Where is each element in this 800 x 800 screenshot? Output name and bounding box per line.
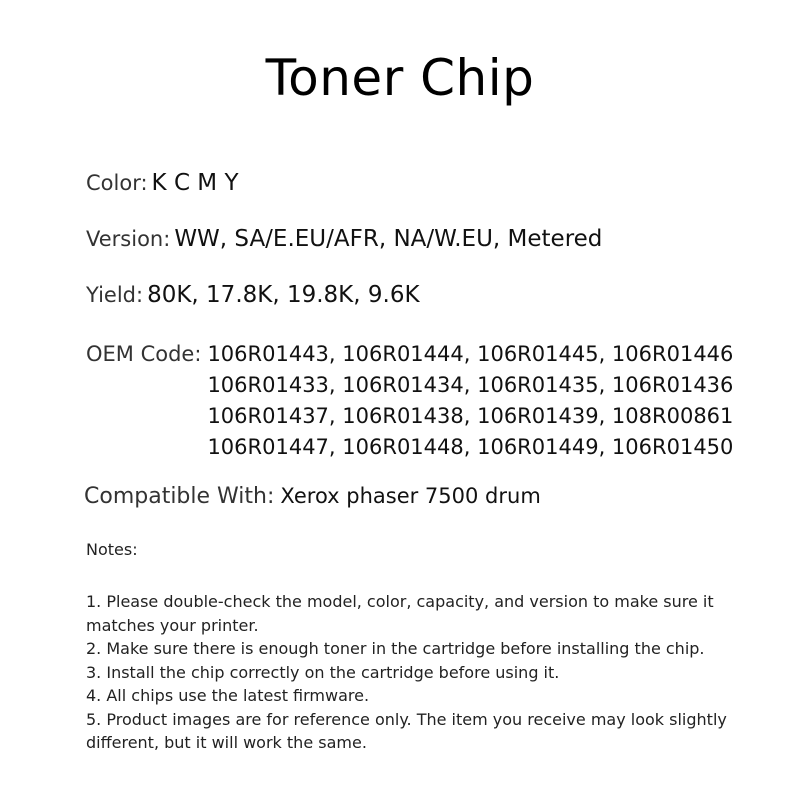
color-value: K C M Y bbox=[151, 170, 239, 196]
oem-code-line: 106R01437, 106R01438, 106R01439, 108R00861 bbox=[207, 404, 734, 428]
compatible-with-row bbox=[84, 484, 541, 509]
spec-row-yield bbox=[86, 282, 420, 308]
oem-code-label: OEM Code: bbox=[86, 342, 202, 366]
compatible-label: Compatible With: bbox=[84, 484, 275, 509]
compatible-value: Xerox phaser 7500 drum bbox=[280, 484, 541, 508]
version-value: WW, SA/E.EU/AFR, NA/W.EU, Metered bbox=[174, 226, 603, 252]
oem-code-line: 106R01447, 106R01448, 106R01449, 106R01450 bbox=[207, 435, 734, 459]
notes-heading: Notes: bbox=[86, 540, 138, 559]
oem-code-section bbox=[86, 339, 733, 463]
notes-list bbox=[86, 590, 776, 755]
note-item: 3. Install the chip correctly on the cartridge before using it. bbox=[86, 662, 560, 682]
yield-value: 80K, 17.8K, 19.8K, 9.6K bbox=[147, 282, 420, 308]
oem-code-line: 106R01433, 106R01434, 106R01435, 106R01436 bbox=[207, 373, 734, 397]
note-item: 1. Please double-check the model, color, capacity, and version to make sure it matches your printer. bbox=[86, 592, 714, 635]
yield-label: Yield: bbox=[86, 283, 144, 307]
spec-row-color bbox=[86, 170, 239, 196]
oem-code-line: 106R01443, 106R01444, 106R01445, 106R01446 bbox=[207, 342, 734, 366]
spec-row-version bbox=[86, 226, 602, 252]
note-item: 4. All chips use the latest firmware. bbox=[86, 686, 370, 705]
oem-code-list bbox=[207, 339, 733, 463]
version-label: Version: bbox=[86, 227, 171, 251]
page-title: Toner Chip bbox=[265, 49, 535, 107]
note-item: 5. Product images are for reference only. The item you receive may look slightly different, but it will work the same. bbox=[86, 709, 727, 752]
color-label: Color: bbox=[86, 171, 148, 195]
note-item: 2. Make sure there is enough toner in the cartridge before installing the chip. bbox=[86, 639, 705, 658]
